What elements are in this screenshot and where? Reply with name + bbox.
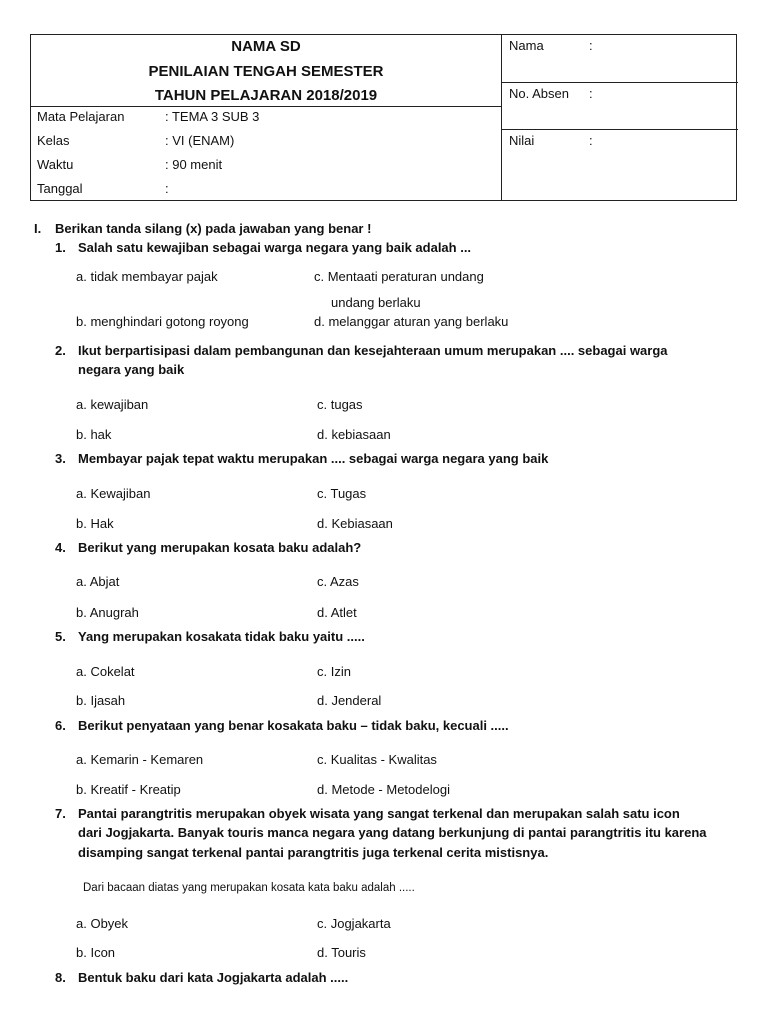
table-divider-vertical [501, 35, 502, 200]
option-a: a. Cokelat [76, 664, 135, 679]
school-year: TAHUN PELAJARAN 2018/2019 [154, 87, 378, 104]
option-d: d. kebiasaan [317, 427, 391, 442]
field-label-attendance-no: No. Absen [509, 86, 569, 101]
option-c: c. Mentaati peraturan undang [314, 269, 484, 284]
question-text: Bentuk baku dari kata Jogjakarta adalah ..... [78, 970, 349, 985]
question-number: 7. [55, 806, 66, 821]
option-a: a. kewajiban [76, 397, 149, 412]
exam-title: PENILAIAN TENGAH SEMESTER [148, 63, 384, 80]
exam-header-table [30, 34, 737, 201]
option-b: b. hak [76, 427, 112, 442]
option-a: a. Abjat [76, 574, 120, 589]
field-colon-attendance-no: : [589, 86, 593, 101]
field-value-time: : 90 menit [165, 157, 223, 172]
table-divider [31, 106, 501, 107]
option-a: a. Obyek [76, 916, 129, 931]
question-text: Berikut penyataan yang benar kosakata baku – tidak baku, kecuali ..... [78, 718, 509, 733]
option-d: d. melanggar aturan yang berlaku [314, 314, 509, 329]
option-c: c. Tugas [317, 486, 367, 501]
question-number: 6. [55, 718, 66, 733]
field-label-subject: Mata Pelajaran [37, 109, 125, 124]
question-text: Membayar pajak tepat waktu merupakan .... sebagai warga negara yang baik [78, 451, 549, 466]
question-number: 2. [55, 343, 66, 358]
field-value-date: : [165, 181, 169, 196]
option-d: d. Touris [317, 945, 366, 960]
question-number: 1. [55, 240, 66, 255]
option-d: d. Kebiasaan [317, 516, 393, 531]
option-a: a. Kewajiban [76, 486, 151, 501]
question-text-line2: dari Jogjakarta. Banyak touris manca negara yang datang berkunjung di pantai parangtritis itu karena [78, 825, 707, 840]
option-c: c. Kualitas - Kwalitas [317, 752, 437, 767]
field-label-date: Tanggal [37, 181, 83, 196]
question-number: 8. [55, 970, 66, 985]
field-value-class: : VI (ENAM) [165, 133, 235, 148]
option-d: d. Atlet [317, 605, 357, 620]
question-number: 3. [55, 451, 66, 466]
option-b: b. menghindari gotong royong [76, 314, 249, 329]
table-divider [501, 129, 738, 130]
reading-prompt: Dari bacaan diatas yang merupakan kosata kata baku adalah ..... [83, 882, 415, 894]
option-a: a. Kemarin - Kemaren [76, 752, 204, 767]
option-d: d. Jenderal [317, 693, 382, 708]
field-colon-score: : [589, 133, 593, 148]
option-a: a. tidak membayar pajak [76, 269, 218, 284]
option-c: c. Jogjakarta [317, 916, 391, 931]
question-text: Ikut berpartisipasi dalam pembangunan dan kesejahteraan umum merupakan .... sebagai warga [78, 343, 668, 358]
option-c: c. tugas [317, 397, 363, 412]
school-name: NAMA SD [231, 38, 301, 55]
question-text: Berikut yang merupakan kosata baku adalah? [78, 540, 362, 555]
section-instruction: Berikan tanda silang (x) pada jawaban yang benar ! [55, 221, 372, 236]
question-text: Salah satu kewajiban sebagai warga negara yang baik adalah ... [78, 240, 472, 255]
question-number: 5. [55, 629, 66, 644]
option-b: b. Kreatif - Kreatip [76, 782, 181, 797]
option-b: b. Anugrah [76, 605, 139, 620]
question-text-line3: disamping sangat terkenal pantai parangtritis juga terkenal cerita mistisnya. [78, 845, 549, 860]
field-label-name: Nama [509, 38, 544, 53]
field-colon-name: : [589, 38, 593, 53]
field-label-class: Kelas [37, 133, 70, 148]
section-number: I. [34, 221, 42, 236]
option-d: d. Metode - Metodelogi [317, 782, 450, 797]
question-text: Pantai parangtritis merupakan obyek wisata yang sangat terkenal dan merupakan salah satu icon [78, 806, 680, 821]
field-value-subject: : TEMA 3 SUB 3 [165, 109, 260, 124]
table-divider [501, 82, 738, 83]
question-text-line2: negara yang baik [78, 362, 185, 377]
question-text: Yang merupakan kosakata tidak baku yaitu ..... [78, 629, 365, 644]
option-b: b. Hak [76, 516, 114, 531]
option-c-continued: undang berlaku [331, 295, 421, 310]
option-c: c. Izin [317, 664, 351, 679]
field-label-score: Nilai [509, 133, 535, 148]
question-number: 4. [55, 540, 66, 555]
option-c: c. Azas [317, 574, 359, 589]
field-label-time: Waktu [37, 157, 74, 172]
option-b: b. Ijasah [76, 693, 126, 708]
option-b: b. Icon [76, 945, 116, 960]
